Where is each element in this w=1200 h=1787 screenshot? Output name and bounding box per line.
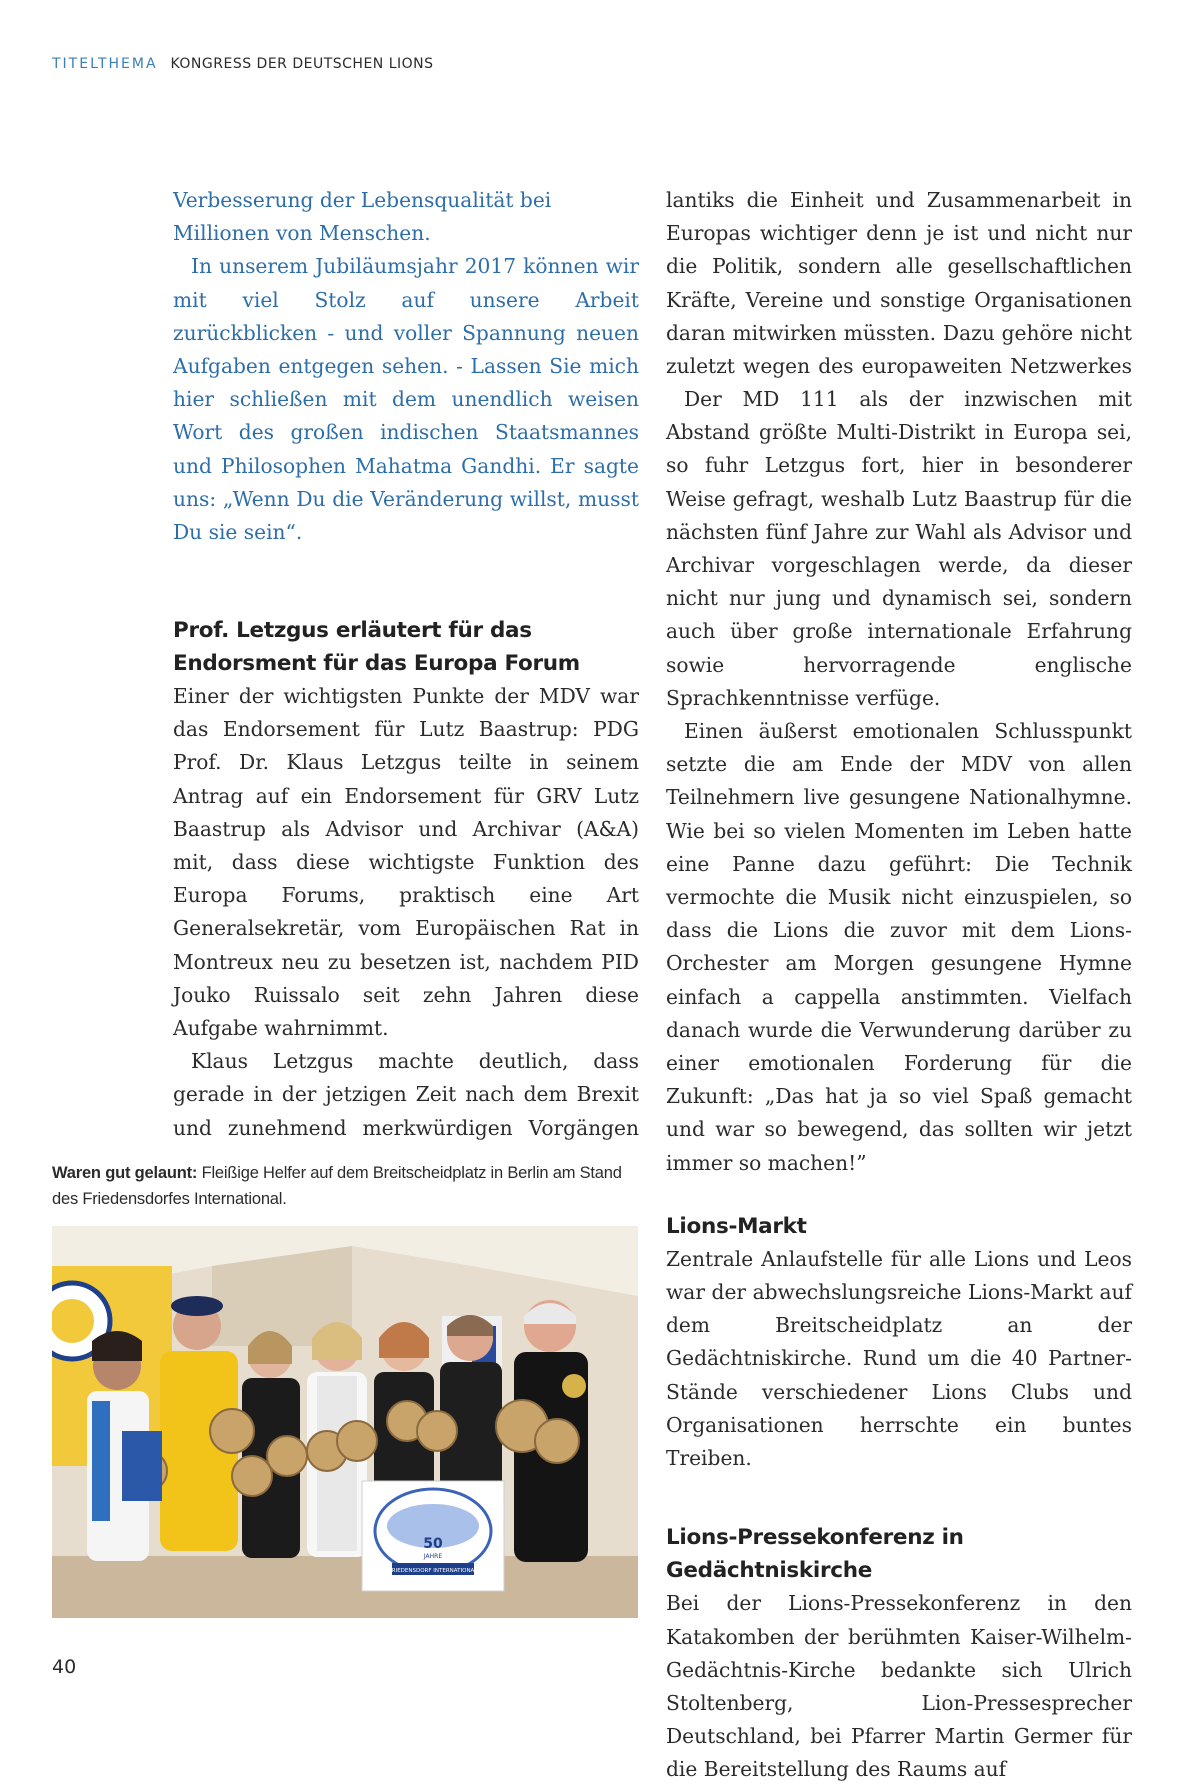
caption-text: Fleißige Helfer auf dem Breitscheidplatz in Berlin am Stand des Friedensdorfes International.	[52, 1164, 622, 1208]
intro-paragraph-2: In unserem Jubiläumsjahr 2017 können wir mit viel Stolz auf unsere Arbeit zurückblicken - und voller Spannung neuen Aufgaben entgegen sehen. - Lassen Sie mich hier schließen mit dem unendlich weisen Wort des großen indischen Staatsmannes und Philosophen Mahatma Gandhi. Er sagte uns: „Wenn Du die Veränderung willst, musst Du sie sein“.	[173, 254, 639, 545]
section-heading-pressekonferenz: Lions-Pressekonferenz in Gedächtniskirche	[666, 1525, 964, 1584]
right-paragraph-1: lantiks die Einheit und Zusammenarbeit in Europas wichtiger denn je ist und nicht nur die Politik, sondern alle gesellschaftlichen Kräfte, Vereine und sonstige Organisationen daran mitwirken müssten. Dazu gehöre nicht zuletzt wegen des europaweiten Netzwerkes	[666, 188, 1132, 379]
event-photo-illustration	[52, 1226, 638, 1618]
event-photo	[52, 1226, 638, 1618]
right-paragraph-3: Einen äußerst emotionalen Schlusspunkt setzte die am Ende der MDV von allen Teilnehmern live gesungene Nationalhymne. Wie bei so vielen Momenten im Leben hatte eine Panne dazu geführt: Die Technik vermochte die Musik nicht einzuspielen, so dass die Lions die zuvor mit dem Lions-Orchester am Morgen gesungene Hymne einfach a cappella anstimmten. Vielfach danach wurde die Verwunderung darüber zu einer emotionalen Forderung für die Zukunft: „Das hat ja so viel Spaß gemacht und war so bewegend, das sollten wir jetzt immer so machen!”	[666, 719, 1132, 1175]
body-paragraph-2: Klaus Letzgus machte deutlich, dass gerade in der jetzigen Zeit nach dem Brexit und zunehmend merkwürdigen Vorgängen	[173, 1049, 639, 1140]
photo-caption	[52, 1160, 642, 1212]
right-column	[666, 184, 1132, 1787]
section-label: TITELTHEMA	[52, 56, 158, 72]
heading-line-1: Prof. Letzgus erläutert für das	[173, 618, 532, 643]
brochure	[122, 1431, 162, 1501]
running-head	[52, 56, 434, 72]
poster-sub: JAHRE	[423, 1553, 443, 1560]
presse-paragraph: Bei der Lions-Pressekonferenz in den Katakomben der berühmten Kaiser-Wilhelm-Gedächtnis-Kirche bedankte sich Ulrich Stoltenberg, Lion-Pressesprecher Deutschland, bei Pfarrer Martin Germer für die Bereitstellung des Raums auf	[666, 1591, 1132, 1782]
left-column-article	[173, 614, 639, 1144]
topic-label: KONGRESS DER DEUTSCHEN LIONS	[170, 56, 434, 72]
markt-paragraph: Zentrale Anlaufstelle für alle Lions und Leos war der abwechslungsreiche Lions-Markt auf dem Breitscheidplatz an der Gedächtniskirche. Rund um die 40 Partner-Stände verschiedener Lions Clubs und Organisationen herrschte ein buntes Treiben.	[666, 1246, 1132, 1471]
body-paragraph-1: Einer der wichtigsten Punkte der MDV war das Endorsement für Lutz Baastrup: PDG Prof. Dr. Klaus Letzgus teilte in seinem Antrag auf ein Endorsement für GRV Lutz Baastrup als Advisor und Archivar (A&A) mit, dass diese wichtigste Funktion des Europa Forums, praktisch eine Art Generalsekretär, vom Europäischen Rat in Montreux neu zu besetzen ist, nachdem PID Jouko Ruissalo seit zehn Jahren diese Aufgabe wahrnimmt.	[173, 684, 639, 1041]
section-heading-lions-markt: Lions-Markt	[666, 1213, 807, 1239]
friedensdorf-poster	[362, 1481, 504, 1591]
caption-lead: Waren gut gelaunt:	[52, 1164, 198, 1182]
section-heading-endorsment	[173, 614, 639, 680]
right-paragraph-2: Der MD 111 als der inzwischen mit Abstand größte Multi-Distrikt in Europa sei, so fuhr Letzgus fort, hier in besonderer Weise gefragt, weshalb Lutz Baastrup für die nächsten fünf Jahre zur Wahl als Advisor und Archivar vorgeschlagen werde, da dieser nicht nur jung und dynamisch sei, sondern auch über große internationale Erfahrung sowie hervorragende englische Sprachkenntnisse verfüge.	[666, 387, 1132, 710]
poster-org: FRIEDENSDORF INTERNATIONAL	[388, 1568, 478, 1574]
poster-number: 50	[423, 1536, 443, 1552]
left-column-intro	[173, 184, 639, 549]
heading-line-2: Endorsment für das Europa Forum	[173, 651, 580, 676]
intro-paragraph-1: Verbesserung der Lebensqualität bei Millionen von Menschen.	[173, 188, 552, 246]
page-number: 40	[52, 1656, 77, 1678]
